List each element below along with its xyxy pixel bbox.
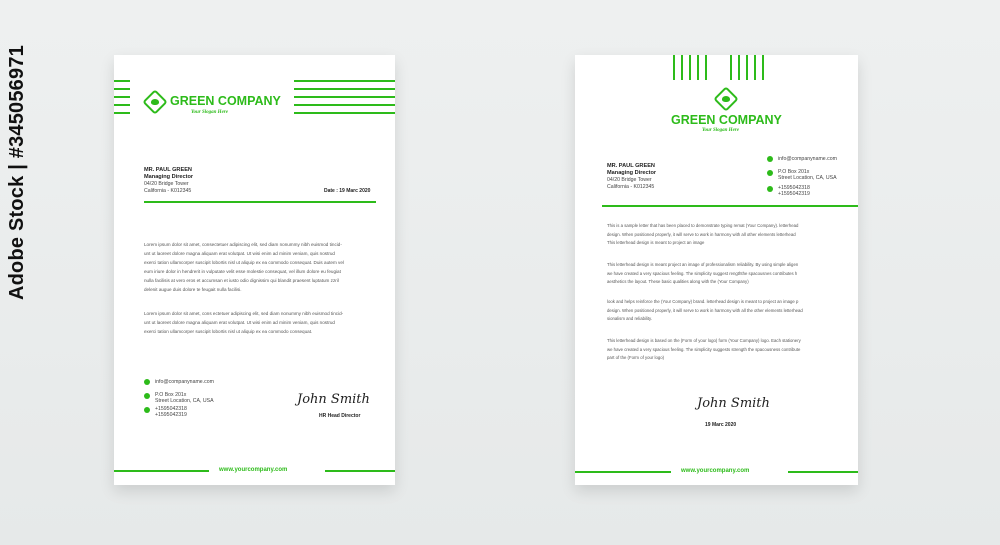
recipient-name: MR. PAUL GREEN — [144, 167, 192, 173]
recipient-address-1: 04/20 Bridge Tower — [144, 181, 189, 187]
footer-line-right — [788, 471, 858, 473]
footer-line-left — [575, 471, 671, 473]
contact-street: Street Location, CA, USA — [778, 175, 837, 181]
contact-phone-1: +1595042318 — [778, 185, 810, 191]
recipient-title: Managing Director — [607, 170, 657, 176]
phone-icon — [767, 186, 773, 192]
contact-po-box: P.O Box 201x — [778, 169, 810, 175]
recipient-address-2: California - K012345 — [144, 188, 192, 194]
footer-line-left — [114, 470, 209, 472]
body-paragraph-4: This letterhead design is based on the (Form of your logo) form (Your Company) logo. Each stationery we have created a very spacious feeling. The simplicity suggests strength the spacousness contribute part of the (Form of your logo) — [607, 338, 801, 360]
recipient-name: MR. PAUL GREEN — [607, 163, 655, 169]
recipient-divider — [144, 201, 376, 203]
body-paragraph-2: Lorem ipsum dolor sit amet, cons ectetuer adipiscing elit, sed diam nonummy nibh euismod tincid- unt ut laoreet dolore magna aliquam erat volutpat. Ut wisi enim ad minim veniam, quis nostrud exerci tation ullamcorper suscipit lobortis nisl ut aliquip ex ea commodo consequat. — [144, 311, 344, 334]
signature: John Smith — [297, 392, 370, 407]
header-divider — [602, 205, 858, 207]
email-icon — [767, 156, 773, 162]
footer-line-right — [325, 470, 395, 472]
signer-title: HR Head Director — [319, 413, 361, 419]
contact-po-box: P.O Box 201x — [155, 392, 187, 398]
body-paragraph-3: look and helps reinforce the (Your Company) brand. letterhead design is meant to project an image p design. When positioned properly, it will serve to work in harmony with all the other elements letterhead sionalism and reliability. — [607, 299, 803, 321]
contact-email: info@companyname.com — [778, 156, 837, 162]
letter-date: Date : 19 Marc 2020 — [324, 188, 371, 194]
company-name: GREEN COMPANY — [170, 94, 281, 108]
footer-url: www.yourcompany.com — [219, 467, 288, 473]
company-slogan: Your Slogan Here — [702, 128, 739, 133]
body-paragraph-2: This letterhead design is meant project an image of professionalism reliability. By using simple aligen we have created a very spacious feeling. The simplicity suggest rengththe spacousnes contributes h aesthetics the layout. These basic qualities along with the (Your Company) — [607, 262, 799, 284]
company-logo-icon — [713, 86, 738, 111]
contact-email: info@companyname.com — [155, 379, 214, 385]
contact-phone-2: +1595042319 — [155, 412, 187, 418]
phone-icon — [144, 407, 150, 413]
location-icon — [767, 170, 773, 176]
stock-id-strip — [0, 0, 38, 545]
letterhead-left — [114, 55, 395, 485]
contact-phone-2: +1595042319 — [778, 191, 810, 197]
company-slogan: Your Slogan Here — [191, 110, 228, 115]
recipient-address-1: 04/20 Bridge Tower — [607, 177, 652, 183]
location-icon — [144, 393, 150, 399]
email-icon — [144, 379, 150, 385]
body-paragraph-1: Lorem ipsum dolor sit amet, consectetuer adipiscing elit, sed diam nonummy nibh euismod tincid- unt ut laoreet dolore magna aliquam erat volutpat. Ut wisi enim ad minim veniam, quis nostrud exerci tation ullamcorper suscipit lobortis nisl ut aliquip ex ea commodo consequat. Duis autem vel eum iriure dolor in hendrerit in vulputate velit esse molestie consequat, vel illum dolore eu feugiat nulla facilisis at vero eros et accumsan et iusto odio dignissim qui blandit praesent luptatum zzril delenit augue duis dolore te feugait nulla facilisi. — [144, 242, 344, 292]
signature: John Smith — [697, 396, 770, 411]
company-name: GREEN COMPANY — [671, 113, 782, 127]
footer-url: www.yourcompany.com — [681, 468, 750, 474]
body-paragraph-1: This is a sample letter that has been placed to demonstrate typing remat (Your Company). letterhead design. When positioned properly, it will serve to work in harmony with all other elements letterhead This letterhead design is meant to project an image — [607, 223, 799, 245]
recipient-title: Managing Director — [144, 174, 194, 180]
contact-street: Street Location, CA, USA — [155, 398, 214, 404]
letter-date: 19 Marc 2020 — [705, 422, 737, 428]
contact-phone-1: +1595042318 — [155, 406, 187, 412]
recipient-address-2: California - K012345 — [607, 184, 655, 190]
letterhead-right — [575, 55, 858, 485]
company-logo-icon — [142, 89, 167, 114]
stock-id: Adobe Stock | #345056971 — [6, 45, 28, 300]
